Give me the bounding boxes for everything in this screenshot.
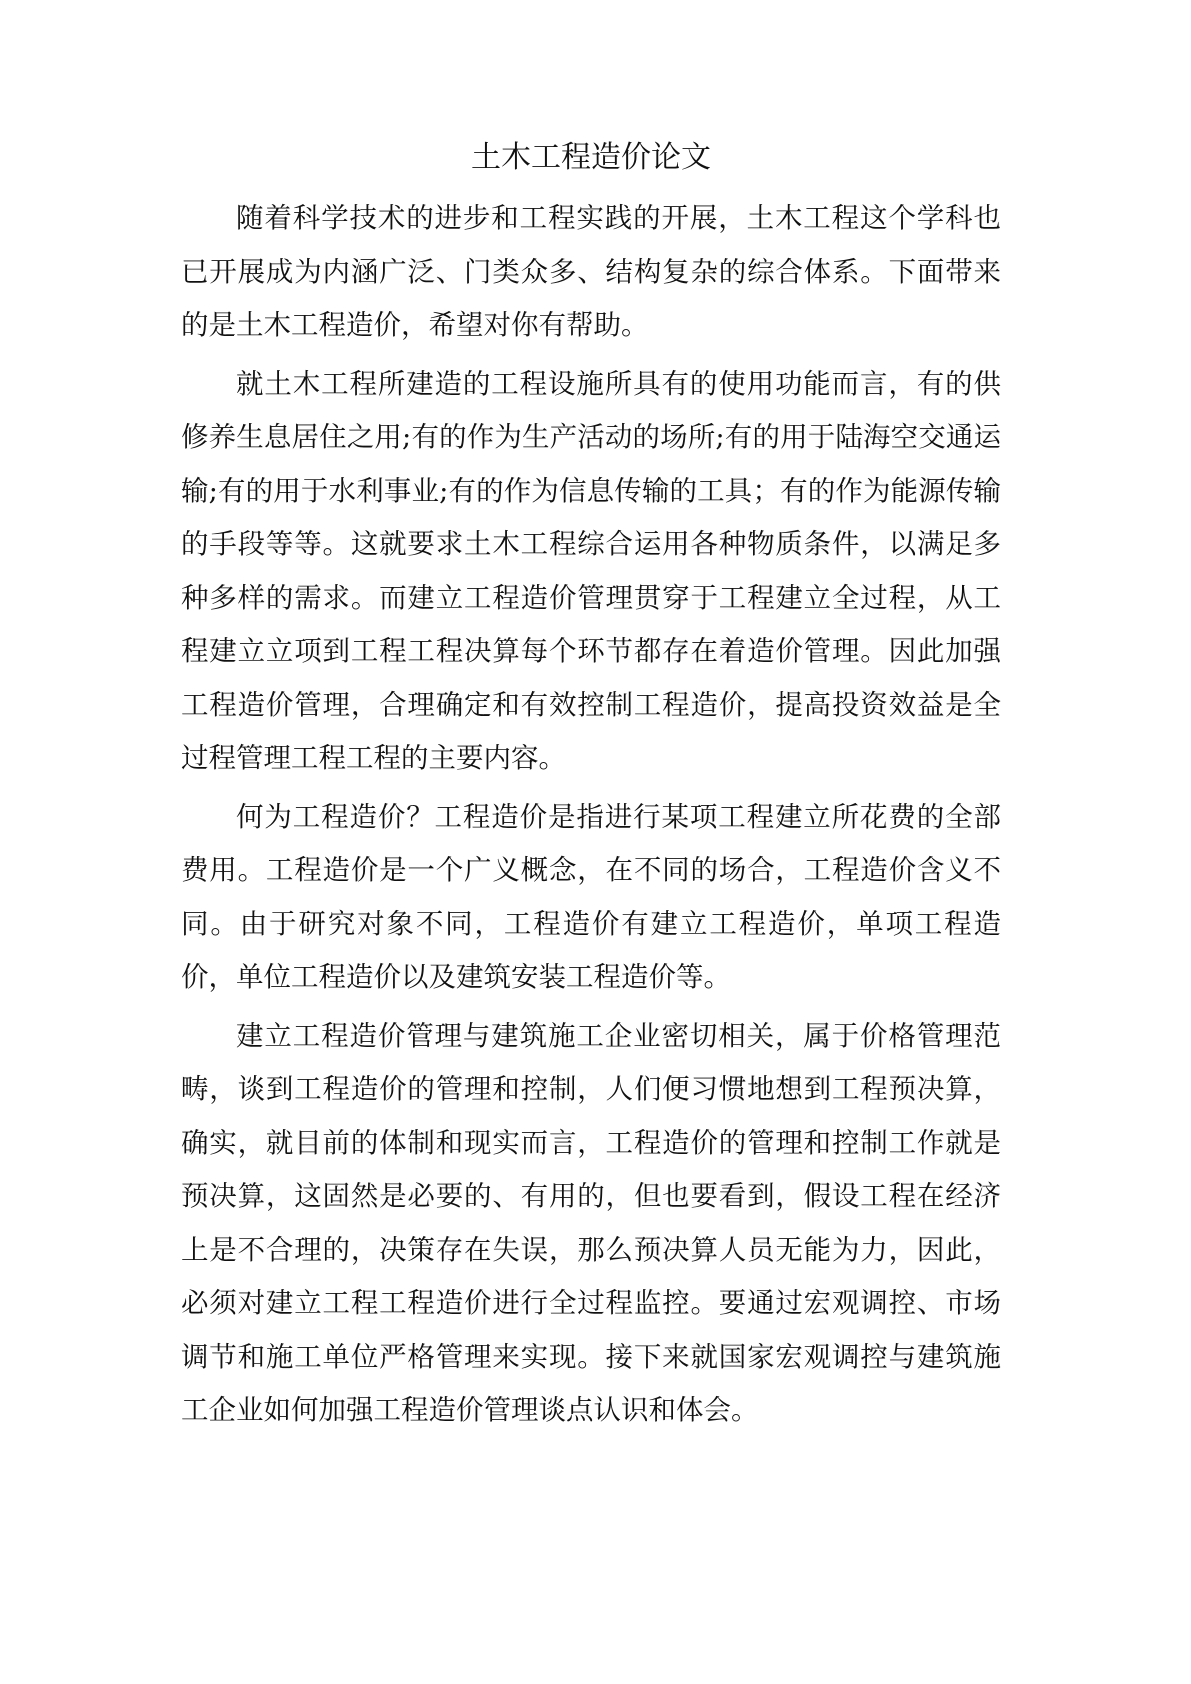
paragraph-3: 何为工程造价？工程造价是指进行某项工程建立所花费的全部费用。工程造价是一个广义概念，在不同的场合，工程造价含义不同。由于研究对象不同，工程造价有建立工程造价，单项工程造价，单位工程造价以及建筑安装工程造价等。 <box>181 800 1001 993</box>
document-body <box>181 130 1001 1443</box>
paragraph-2: 就土木工程所建造的工程设施所具有的使用功能而言，有的供修养生息居住之用;有的作为生产活动的场所;有的用于陆海空交通运输;有的用于水利事业;有的作为信息传输的工具；有的作为能源传输的手段等等。这就要求土木工程综合运用各种物质条件，以满足多种多样的需求。而建立工程造价管理贯穿于工程建立全过程，从工程建立立项到工程工程决算每个环节都存在着造价管理。因此加强工程造价管理，合理确定和有效控制工程造价，提高投资效益是全过程管理工程工程的主要内容。 <box>181 367 1001 774</box>
paragraph-4: 建立工程造价管理与建筑施工企业密切相关，属于价格管理范畴，谈到工程造价的管理和控制，人们便习惯地想到工程预决算，确实，就目前的体制和现实而言，工程造价的管理和控制工作就是预决算，这固然是必要的、有用的，但也要看到，假设工程在经济上是不合理的，决策存在失误，那么预决算人员无能为力，因此，必须对建立工程工程造价进行全过程监控。要通过宏观调控、市场调节和施工单位严格管理来实现。接下来就国家宏观调控与建筑施工企业如何加强工程造价管理谈点认识和体会。 <box>181 1019 1001 1426</box>
paragraph-1: 随着科学技术的进步和工程实践的开展，土木工程这个学科也已开展成为内涵广泛、门类众多、结构复杂的综合体系。下面带来的是土木工程造价，希望对你有帮助。 <box>181 202 1001 341</box>
document-title: 土木工程造价论文 <box>471 140 711 175</box>
